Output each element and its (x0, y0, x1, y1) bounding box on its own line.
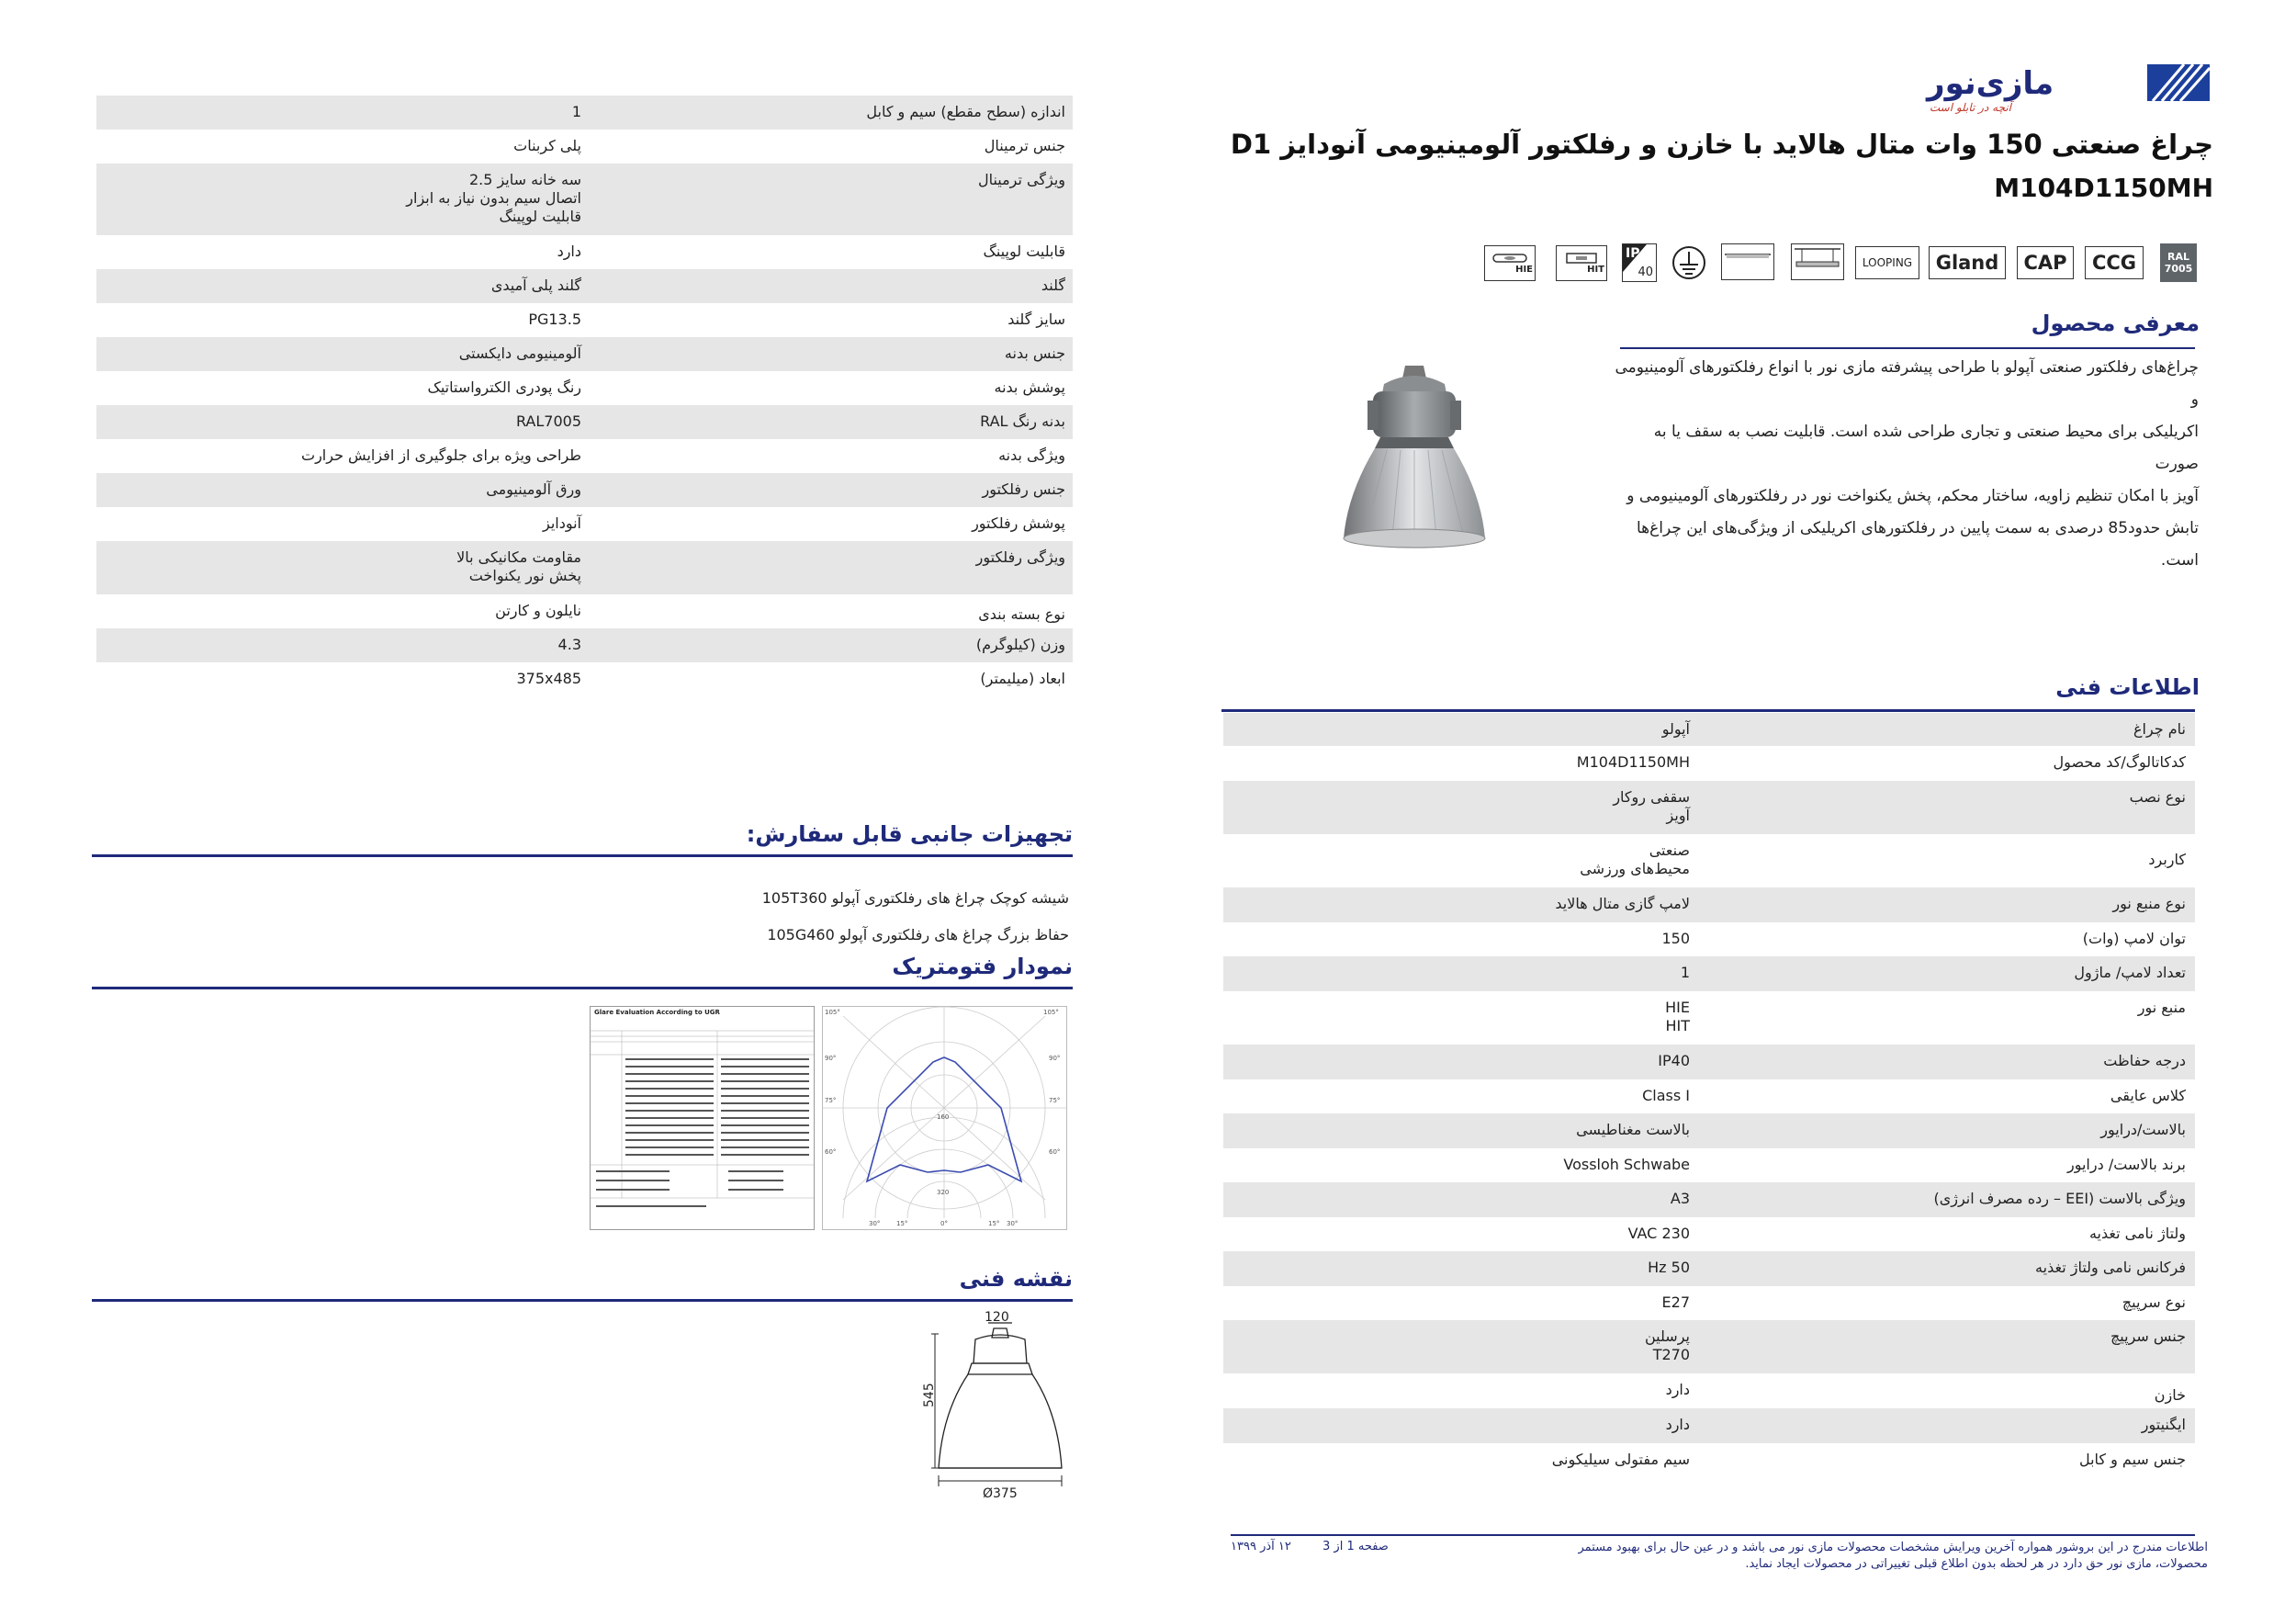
table-row: تعداد لامپ/ ماژول 1 (1223, 956, 2195, 991)
drawing-rule (92, 1299, 1073, 1302)
table-row: درجه حفاظت IP40 (1223, 1045, 2195, 1079)
svg-text:105°: 105° (825, 1009, 840, 1016)
table-row: نوع سرپیچ E27 (1661, 1293, 2186, 1311)
tech-table (1223, 713, 2195, 1478)
table-row: سایز گلند PG13.5 (528, 311, 1065, 328)
table-row: فرکانس نامی ولتاژ تغذیه 50 Hz (1223, 1251, 2195, 1286)
svg-text:0°: 0° (940, 1220, 948, 1227)
svg-text:75°: 75° (825, 1097, 837, 1104)
table-row: پوشش رفلکتور آنودایز (542, 514, 1065, 532)
table-row: نوع نصب سقفی روکار آویز (1223, 781, 2195, 834)
table-row: ویژگی بدنه طراحی ویژه برای جلوگیری از افزایش حرارت (301, 446, 1065, 464)
footer-page: صفحه 1 از 3 (1322, 1540, 1389, 1553)
drawing-top-dim: 120 (985, 1310, 1009, 1325)
pendant-mount-icon (1791, 243, 1844, 280)
brand-logo (1919, 62, 2213, 103)
intro-title: معرفی محصول (2031, 311, 2200, 336)
svg-text:105°: 105° (1043, 1009, 1059, 1016)
product-title: چراغ صنعتی 150 وات متال هالاید با خازن و رفلکتور آلومینیومی آنودایز D1 (1230, 129, 2213, 160)
table-row: برند بالاست/ درایور Vossloh Schwabe (1563, 1156, 2186, 1173)
ral-icon: RAL 7005 (2160, 243, 2197, 282)
svg-text:30°: 30° (1007, 1220, 1019, 1227)
list-item: شیشه کوچک چراغ های رفلکتوری آپولو 105T360 (761, 889, 1069, 907)
intro-text: چراغ‌های رفلکتور صنعتی آپولو با طراحی پیشرفته مازی نور با انواع رفلکتورهای آلومینیومی و اکریلیکی برای محیط صنعتی و تجاری طراحی شده است. قابلیت نصب به سقف یا به صورت آویز با امکان تنظیم زاویه، ساختار محکم، پخش یکنواخت نور در رفلکتورهای آلومینیومی و تابش حدود85 درصدی به سمت پایین در رفلکتورهای اکریلیکی از ویژگی‌های این چراغ‌ها است. (1615, 358, 2199, 570)
table-row: کدکاتالوگ/کد محصول M104D1150MH (1576, 753, 2186, 771)
ground-icon (1670, 244, 1708, 281)
table-row: کلاس عایقی Class I (1642, 1087, 2186, 1104)
table-row: ایگنیتور دارد (1223, 1408, 2195, 1443)
drawing-bottom-dim: Ø375 (983, 1486, 1018, 1501)
table-row: بدنه رنگ RAL RAL7005 (96, 405, 1073, 439)
table-row: نام چراغ آپولو (1223, 713, 2195, 746)
ugr-table-image (590, 1006, 815, 1230)
svg-text:75°: 75° (1049, 1097, 1061, 1104)
table-row: ویژگی رفلکتور مقاومت مکانیکی بالا پخش نور یکنواخت (96, 541, 1073, 594)
ugr-grid-icon (591, 1018, 814, 1227)
footer-date: ۱۲ آذر ۱۳۹۹ (1231, 1540, 1291, 1553)
accessories-rule (92, 854, 1073, 857)
table-row: خازن دارد (1665, 1381, 2186, 1404)
svg-text:90°: 90° (1049, 1055, 1061, 1062)
tech-rule (1221, 709, 2195, 712)
table-row: اندازه (سطح مقطع) سیم و کابل 1 (96, 96, 1073, 130)
svg-text:60°: 60° (1049, 1148, 1061, 1156)
svg-text:15°: 15° (896, 1220, 908, 1227)
list-item: حفاظ بزرگ چراغ های رفلکتوری آپولو 105G460 (767, 926, 1069, 943)
svg-text:15°: 15° (988, 1220, 1000, 1227)
footer-rule (1231, 1534, 2195, 1536)
looping-icon: LOOPING (1855, 246, 1919, 279)
logo-mark-icon (1919, 62, 2213, 103)
product-image (1336, 356, 1492, 563)
photometric-title: نمودار فتومتریک (892, 954, 1073, 979)
accessories-list (762, 880, 1069, 954)
drawing-height-dim: 545 (922, 1383, 937, 1407)
table-row: جنس سرپیچ پرسلین T270 (1223, 1320, 2195, 1373)
product-code: M104D1150MH (1994, 173, 2213, 203)
table-row: کاربرد صنعتی محیط‌های ورزشی (1580, 842, 2186, 877)
table-row: پوشش بدنه رنگ پودری الکترواستاتیک (427, 378, 1065, 396)
footer-disclaimer: اطلاعات مندرج در این بروشور همواره آخرین ویرایش مشخصات محصولات مازی نور می باشد و در عین حال برای بهبود مستمر محصولات، مازی نور حق دارد در هر لحظه بدون اطلاع قبلی تغییراتی در محصولات ایجاد نماید. (1578, 1541, 2208, 1571)
svg-text:90°: 90° (825, 1055, 837, 1062)
svg-text:160: 160 (937, 1113, 950, 1121)
ip-rating-icon: IP 40 (1622, 243, 1657, 282)
table-row: گلند گلند پلی آمیدی (96, 269, 1073, 303)
tech-title: اطلاعات فنی (2055, 674, 2200, 700)
svg-text:مازی‌نور: مازی‌نور (1927, 65, 2054, 102)
table-row: قابلیت لوپینگ دارد (557, 243, 1065, 260)
drawing-title: نقشه فنی (959, 1266, 1073, 1292)
gland-icon: Gland (1929, 246, 2006, 279)
tech-table-continued (96, 96, 1073, 696)
brand-tagline: آنچه در تابلو است (1929, 101, 2011, 114)
accessories-title: تجهیزات جانبی قابل سفارش: (746, 821, 1073, 847)
ceiling-mount-icon (1721, 243, 1774, 280)
photometric-rule (92, 987, 1073, 989)
table-row: ویژگی ترمینال سه خانه سایز 2.5 اتصال سیم بدون نیاز به ابزار قابلیت لوپینگ (96, 164, 1073, 235)
table-row: بالاست/درایور بالاست مغناطیسی (1223, 1113, 2195, 1148)
intro-rule (1620, 347, 2195, 349)
svg-text:60°: 60° (825, 1148, 837, 1156)
table-row: نوع بسته بندی نایلون و کارتن (495, 602, 1065, 623)
ugr-title: Glare Evaluation According to UGR (594, 1009, 720, 1016)
polar-diagram (822, 1006, 1067, 1230)
ccg-icon: CCG (2085, 246, 2144, 279)
cap-icon: CAP (2017, 246, 2074, 279)
table-row: نوع منبع نور لامپ گازی متال هالاید (1223, 887, 2195, 922)
table-row: جنس رفلکتور ورق آلومینیومی (96, 473, 1073, 507)
table-row: ابعاد (میلیمتر) 375x485 (516, 670, 1065, 687)
hie-lamp-icon: HIE (1484, 245, 1536, 281)
table-row: وزن (کیلوگرم) 4.3 (96, 628, 1073, 662)
technical-drawing (924, 1312, 1080, 1505)
table-row: ویژگی بالاست (EEI – رده مصرف انرژی) A3 (1223, 1182, 2195, 1217)
table-row: توان لامپ (وات) 150 (1661, 930, 2186, 947)
table-row: جنس بدنه آلومینیومی دایکستی (96, 337, 1073, 371)
svg-text:30°: 30° (869, 1220, 881, 1227)
table-row: جنس ترمینال پلی کربنات (513, 137, 1065, 154)
svg-text:320: 320 (937, 1189, 950, 1196)
table-row: منبع نور HIE HIT (1665, 999, 2186, 1034)
hit-lamp-icon: HIT (1556, 245, 1607, 281)
table-row: ولتاژ نامی تغذیه 230 VAC (1627, 1225, 2186, 1242)
table-row: جنس سیم و کابل سیم مفتولی سیلیکونی (1551, 1451, 2186, 1468)
